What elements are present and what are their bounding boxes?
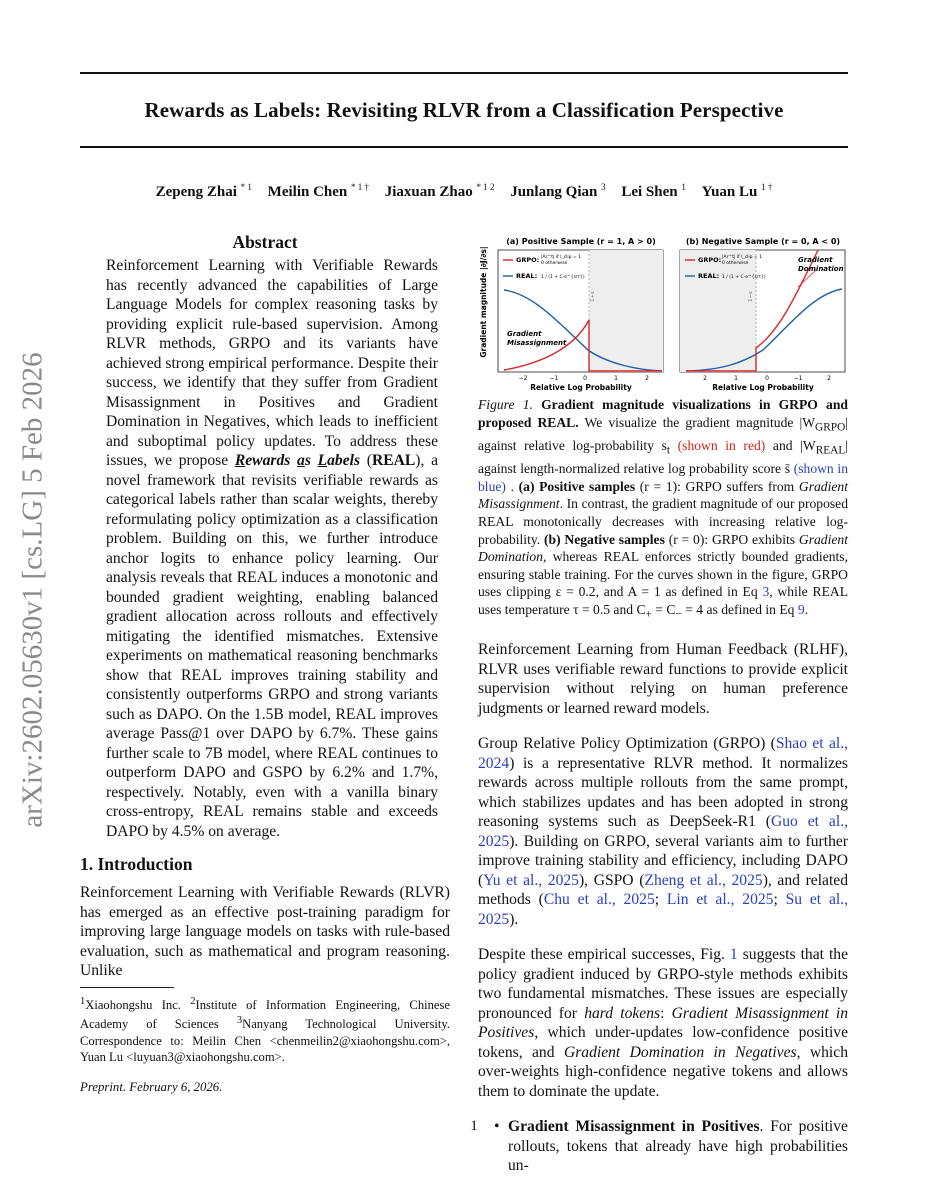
svg-text:−2: −2 (518, 375, 528, 382)
panel-a-title: (a) Positive Sample (r = 1, A > 0) (506, 237, 656, 246)
intro-paragraph: Reinforcement Learning with Verifiable Rewards (RLVR) has emerged as an effective post-training paradigm for improving large language models on tasks with rule-based evaluation, such as mathematical and program reasoning. Unlike (80, 884, 450, 979)
panel-b-x-ticks (703, 375, 831, 382)
figure-1 (478, 232, 856, 392)
svg-text:2: 2 (645, 375, 649, 382)
page-number: 1 (470, 1118, 478, 1134)
author: Lei Shen $^1$ (621, 182, 686, 200)
footnote-rule (80, 987, 174, 988)
panel-b-clip-region (680, 250, 756, 372)
svg-text:2: 2 (703, 375, 707, 382)
panel-a-x-label: Relative Log Probability (530, 383, 632, 392)
svg-text:REAL:: REAL: (698, 272, 720, 280)
figure-1-caption: Figure 1. Gradient magnitude visualizations in GRPO and proposed REAL. We visualize the gradient magnitude $|W_{GRPO}|$ against relative log-probability $s_t$ (shown in red) and $|W_{REAL}|$ against length-normalized relative log probability score s̄ (shown in blue) . (a) Positive samples (r = 1): GRPO suffers from Gradient Misassignment. In contrast, the gradient magnitude of our proposed REAL monotonically decreases with increasing relative log-probability. (b) Negative samples (r = 0): GRPO exhibits Gradient Domination, whereas REAL enforces strictly bounded gradients, ensuring stable training. For the curves shown in the figure, GRPO uses clipping ε = 0.2, and A = 1 as defined in Eq 3, while REAL uses temperature τ = 0.5 and $C_+ = C_- = 4$ as defined in Eq 9. (478, 397, 848, 621)
svg-text:−1: −1 (793, 375, 803, 382)
svg-text:1: 1 (614, 375, 618, 382)
panel-a-clip-region (589, 250, 663, 372)
svg-text:0 otherwise: 0 otherwise (541, 261, 568, 266)
svg-text:|Ar^t| if l_clip = 1: |Ar^t| if l_clip = 1 (722, 255, 763, 260)
abstract-heading: Abstract (232, 232, 298, 252)
citation-link[interactable]: Shao et al., 2024 (478, 735, 849, 772)
grpo-paragraph: Group Relative Policy Optimization (GRPO) (Shao et al., 2024) is a representative RLVR method. It normalizes rewards across multiple rollouts from the same prompt, which stabilizes updates and has been adopted in strong reasoning systems such as DeepSeek-R1 (Guo et al., 2025). Building on GRPO, several variants aim to further improve training stability and efficiency, including DAPO (Yu et al., 2025), GSPO (Zheng et al., 2025), and related methods (Chu et al., 2025; Lin et al., 2025; Su et al., 2025). (478, 735, 849, 928)
y-axis-label: Gradient magnitude |∂J/∂s| (479, 246, 488, 358)
svg-text:|Ar^t| if l_clip = 1: |Ar^t| if l_clip = 1 (541, 255, 582, 260)
citation-link[interactable]: Chu et al., 2025 (543, 891, 655, 909)
svg-text:GRPO:: GRPO: (516, 256, 540, 264)
top-rule (80, 72, 848, 74)
author: Zepeng Zhai $^{* 1}$ (155, 182, 252, 200)
rlhf-paragraph: Reinforcement Learning from Human Feedback (RLHF), RLVR uses verifiable reward functions to provide explicit supervision without relying on human preference judgments or learned reward models. (478, 641, 848, 717)
panel-a-annotation-2: Misassignment (507, 339, 567, 347)
panel-a-clip-label: 1+ε (590, 290, 596, 302)
preprint-note: Preprint. February 6, 2026. (80, 1079, 223, 1094)
title-rule (80, 146, 848, 148)
panel-b-annotation: Gradient (798, 256, 833, 264)
citation-link[interactable]: Su et al., 2025 (478, 891, 848, 928)
arxiv-watermark: arXiv:2602.05630v1 [cs.LG] 5 Feb 2026 (16, 352, 49, 828)
author: Yuan Lu $^{1 \dagger}$ (701, 182, 773, 200)
panel-a-x-ticks (519, 375, 650, 382)
author-list (80, 182, 848, 201)
citation-link[interactable]: Zheng et al., 2025 (644, 871, 763, 889)
svg-text:−1: −1 (549, 375, 559, 382)
svg-text:0: 0 (583, 375, 587, 382)
svg-text:1 / (1 + C·e^{s/τ}): 1 / (1 + C·e^{s/τ}) (722, 275, 766, 280)
panel-a-annotation: Gradient (507, 330, 542, 338)
figure-1-plots (478, 232, 856, 392)
bullet-dot: • (494, 1118, 500, 1136)
svg-text:2: 2 (827, 375, 831, 382)
citation-link[interactable]: Yu et al., 2025 (483, 871, 579, 889)
figure-link[interactable]: 1 (729, 946, 738, 964)
panel-b-x-label: Relative Log Probability (712, 383, 814, 392)
svg-text:0: 0 (765, 375, 769, 382)
left-column (80, 232, 450, 1095)
svg-text:0 otherwise: 0 otherwise (722, 261, 749, 266)
svg-text:1 / (1 + C·e^{s/τ}): 1 / (1 + C·e^{s/τ}) (541, 275, 585, 280)
author: Meilin Chen $^{* 1 \dagger}$ (267, 182, 370, 200)
svg-text:GRPO:: GRPO: (698, 256, 722, 264)
paper-title: Rewards as Labels: Revisiting RLVR from a Classification Perspective (144, 98, 784, 122)
bullet-item: • Gradient Misassignment in Positives. For positive rollouts, tokens that already have high probabilities un- (494, 1118, 848, 1175)
abstract-text: Reinforcement Learning with Verifiable Rewards has recently advanced the capabilities of Large Language Models for complex reasoning tasks by providing explicit rule-based supervision. Among RLVR methods, GRPO and its variants have achieved strong empirical performance. Despite their success, we identify that they suffer from Gradient Misassignment in Positives and Gradient Domination in Negatives, which leads to inefficient and suboptimal policy updates. To address these issues, we propose Rewards as Labels (REAL), a novel framework that revisits verifiable rewards as categorical labels rather than scalar weights, thereby reformulating policy optimization as a classification problem. Building on this, we further introduce anchor logits to enhance policy learning. Our analysis reveals that REAL induces a monotonic and bounded gradient weighting, enabling balanced gradient allocation across rollouts and effectively mitigating the identified mismatches. Extensive experiments on mathematical reasoning benchmarks show that REAL improves training stability and consistently outperforms GRPO and strong variants such as DAPO. On the 1.5B model, REAL improves average Pass@1 over DAPO by 6.7%. These gains further scale to 7B model, where REAL continues to outperform DAPO and GSPO by 6.2% and 1.7%, respectively. Notably, even with a vanilla binary cross-entropy, REAL remains stable and exceeds DAPO by 4.5% on average. (106, 257, 439, 840)
author: Junlang Qian $^3$ (510, 182, 606, 200)
citation-link[interactable]: Lin et al., 2025 (666, 891, 774, 909)
panel-b-title: (b) Negative Sample (r = 0, A < 0) (685, 237, 841, 246)
panel-b-clip-label: 1−ε (748, 290, 754, 302)
right-column (478, 396, 848, 1176)
section-heading-introduction: 1. Introduction (80, 854, 193, 874)
author: Jiaxuan Zhao $^{* 1 2}$ (384, 182, 495, 200)
svg-text:REAL:: REAL: (516, 272, 538, 280)
mismatch-paragraph: Despite these empirical successes, Fig. 1 suggests that the policy gradient induced by GRPO-style methods exhibits two fundamental mismatches. These issues are especially pronounced for hard tokens: Gradient Misassignment in Positives, which under-updates low-confidence positive tokens, and Gradient Domination in Negatives, which over-weights high-confidence negative tokens and allows them to dominate the update. (478, 946, 849, 1100)
affiliations-footnote: $^1$Xiaohongshu Inc. $^2$Institute of Information Engineering, Chinese Academy of Sciences $^3$Nanyang Technological University. Correspondence to: Meilin Chen <chenmeilin2@xiaohongshu.com>, Yuan Lu <luyuan3@xiaohongshu.com>. (80, 995, 450, 1065)
panel-b-annotation-2: Domination (798, 265, 844, 273)
svg-text:1: 1 (734, 375, 738, 382)
citation-link[interactable]: Guo et al., 2025 (478, 813, 848, 850)
